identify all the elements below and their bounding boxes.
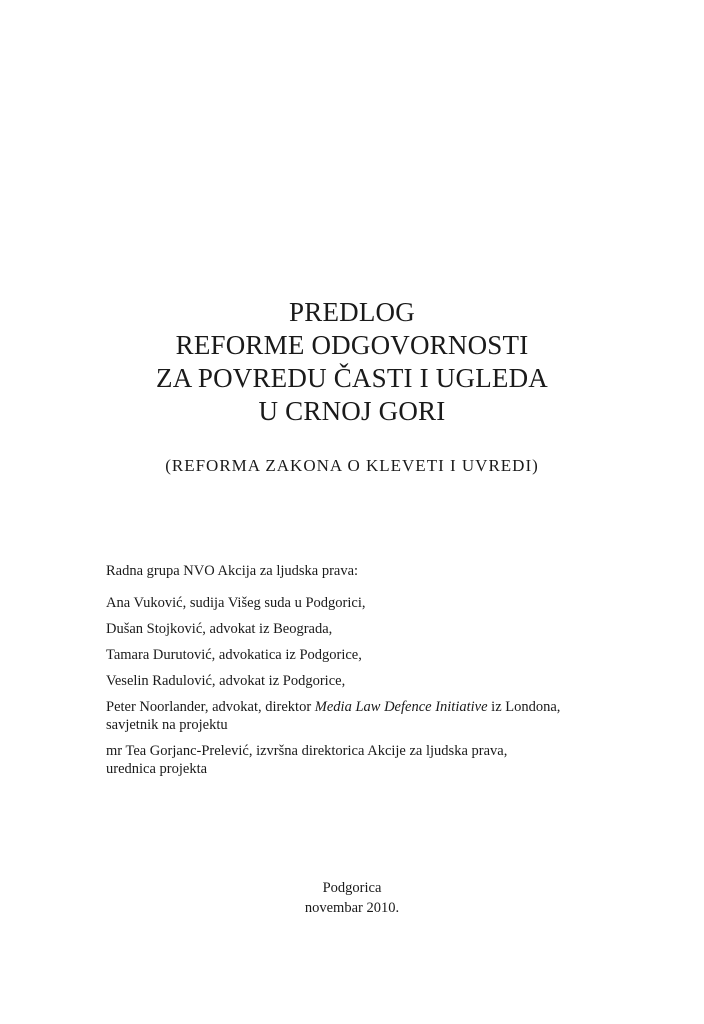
document-footer — [0, 878, 704, 918]
title-line-4: U CRNOJ GORI — [258, 396, 446, 426]
member-peter-noorlander-line-1 — [106, 698, 626, 716]
title-line-3: ZA POVREDU ČASTI I UGLEDA — [156, 363, 548, 393]
document-title — [0, 296, 704, 428]
member-tea-line-1: mr Tea Gorjanc-Prelević, izvršna direktorica Akcije za ljudska prava, — [106, 743, 508, 759]
member-tea-line-2: urednica projekta — [106, 761, 208, 777]
member-peter-suffix: iz Londona, — [487, 699, 561, 715]
organization-name: Media Law Defence Initiative — [314, 699, 488, 715]
member-tamara-durutovic: Tamara Durutović, advokatica iz Podgorice, — [106, 647, 362, 663]
publication-date: novembar 2010. — [304, 900, 400, 916]
member-peter-prefix: Peter Noorlander, advokat, direktor — [106, 699, 315, 715]
publication-place: Podgorica — [322, 880, 382, 896]
member-peter-noorlander-line-2: savjetnik na projektu — [106, 717, 228, 733]
member-dusan-stojkovic: Dušan Stojković, advokat iz Beograda, — [106, 621, 333, 637]
member-tea-gorjanc-prelevic — [106, 742, 626, 778]
title-line-1: PREDLOG — [289, 297, 415, 327]
working-group-label: Radna grupa NVO Akcija za ljudska prava: — [106, 563, 359, 579]
member-veselin-radulovic: Veselin Radulović, advokat iz Podgorice, — [106, 673, 346, 689]
member-ana-vukovic: Ana Vuković, sudija Višeg suda u Podgorici, — [106, 595, 366, 611]
title-line-2: REFORME ODGOVORNOSTI — [175, 330, 529, 360]
document-subtitle: (REFORMA ZAKONA O KLEVETI I UVREDI) — [165, 456, 539, 475]
working-group-section — [106, 562, 626, 786]
member-peter-noorlander — [106, 698, 626, 734]
